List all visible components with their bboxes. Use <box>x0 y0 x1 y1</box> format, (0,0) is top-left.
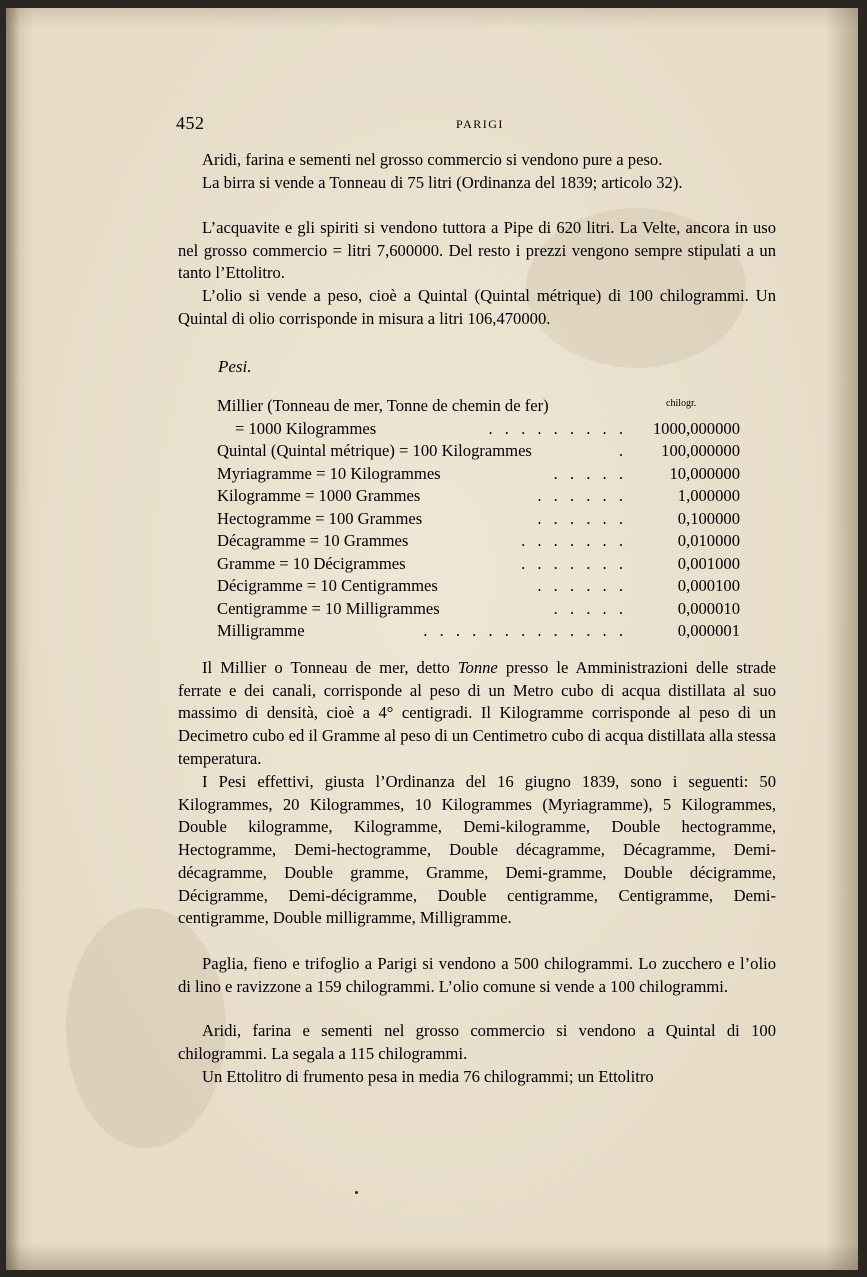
row-value: 0,010000 <box>677 531 740 550</box>
italic-term: Tonne <box>457 658 498 677</box>
weights-row <box>217 463 742 486</box>
paragraph-olio: L’olio si vende a peso, cioè a Quintal (Quintal métrique) di 100 chilogrammi. Un Quintal di olio corrisponde in misura a litri 106,470000. <box>178 286 776 328</box>
leader-dots: . . . . . . . <box>521 531 627 550</box>
weights-row <box>217 508 742 531</box>
row-value: 1,000000 <box>677 486 740 505</box>
leader-dots: . . . . . . <box>537 576 627 595</box>
page-gutter-shadow <box>6 8 20 1270</box>
leader-dots: . <box>618 441 627 460</box>
running-title: PARIGI <box>456 117 504 131</box>
row-value: 0,100000 <box>677 509 740 528</box>
row-label: Quintal (Quintal métrique) = 100 Kilogrammes <box>217 441 532 460</box>
weights-row <box>217 440 742 463</box>
weights-row <box>217 418 742 441</box>
pesi-heading: Pesi. <box>218 357 252 376</box>
row-value: 1000,000000 <box>652 419 740 438</box>
row-label: = 1000 Kilogrammes <box>235 419 377 438</box>
weights-row <box>217 485 742 508</box>
row-value: 0,001000 <box>677 554 740 573</box>
row-value: 0,000100 <box>677 576 740 595</box>
leader-dots: . . . . . . . . . <box>488 419 627 438</box>
weights-row <box>217 598 742 621</box>
leader-dots: . . . . . . <box>537 509 627 528</box>
paragraph-pesi-effettivi: I Pesi effettivi, giusta l’Ordinanza del 16 giugno 1839, sono i seguenti: 50 Kilogrammes, 20 Kilogrammes, 10 Kilogrammes (Myriagramme), 5 Kilogrammes, Double kilogramme, Kilogramme, Demi-kilogramme, Double hectogramme, Hectogramme, Demi-hectogramme, Double décagramme, Décagramme, Demi-décagramme, Double gramme, Gramme, Demi-gramme, Double décigramme, Décigramme, Demi-décigramme, Double centigramme, Centigramme, Demi-centigramme, Double milligramme, Milligramme. <box>178 772 776 928</box>
row-label: Décagramme = 10 Grammes <box>217 531 409 550</box>
paragraph-aridi-quintal: Aridi, farina e sementi nel grosso commercio si vendono a Quintal di 100 chilogrammi. La segala a 115 chilogrammi. <box>178 1021 776 1063</box>
leader-dots: . . . . . . . <box>521 554 627 573</box>
row-label: Centigramme = 10 Milligrammes <box>217 599 440 618</box>
paragraph-millier: Il Millier o Tonneau de mer, detto Tonne presso le Amministrazioni delle strade ferrate e dei canali, corrisponde al peso di un Metro cubo di acqua distillata al suo massimo di densità, cioè a 4° centigradi. Il Kilogramme corrisponde al peso di un Decimetro cubo ed il Gramme al peso di un Centimetro cubo di acqua distillata alla stessa temperatura. <box>178 658 776 768</box>
paragraph-birra: La birra si vende a Tonneau di 75 litri (Ordinanza del 1839; articolo 32). <box>202 173 683 192</box>
paragraph-acquavite: L’acquavite e gli spiriti si vendono tuttora a Pipe di 620 litri. La Velte, ancora in uso nel grosso commercio = litri 7,600000. Del resto i prezzi vengono sempre stipulati a un tanto l’Ettolitro. <box>178 218 776 283</box>
running-head <box>176 113 776 133</box>
row-value: 10,000000 <box>669 464 740 483</box>
weights-row <box>217 620 742 643</box>
paragraph-paglia: Paglia, fieno e trifoglio a Parigi si vendono a 500 chilogrammi. Lo zucchero e l’olio di lino e ravizzone a 159 chilogrammi. L’olio comune si vende a 100 chilogrammi. <box>178 954 776 996</box>
row-label: Milligramme <box>217 621 305 640</box>
leader-dots: . . . . . . <box>537 486 627 505</box>
leader-dots: . . . . . . . . . . . . . <box>423 621 627 640</box>
row-label: Kilogramme = 1000 Grammes <box>217 486 421 505</box>
weights-row <box>217 575 742 598</box>
row-label: Décigramme = 10 Centigrammes <box>217 576 438 595</box>
row-value: 0,000010 <box>677 599 740 618</box>
unit-header: chilogr. <box>666 398 697 409</box>
row-label: Gramme = 10 Décigrammes <box>217 554 406 573</box>
row-label: Hectogramme = 100 Grammes <box>217 509 423 528</box>
paragraph-ettolitro: Un Ettolitro di frumento pesa in media 76 chilogrammi; un Ettolitro <box>202 1067 654 1086</box>
row-value: 100,000000 <box>661 441 740 460</box>
page-number: 452 <box>176 113 205 133</box>
ink-speck <box>355 1191 358 1194</box>
paragraph-aridi-peso: Aridi, farina e sementi nel grosso commercio si vendono pure a peso. <box>202 150 663 169</box>
leader-dots: . . . . . <box>553 464 627 483</box>
weights-row-millier-label <box>217 395 742 418</box>
weights-row <box>217 530 742 553</box>
weights-row <box>217 553 742 576</box>
row-value: 0,000001 <box>677 621 740 640</box>
row-label: Millier (Tonneau de mer, Tonne de chemin de fer) <box>217 396 549 415</box>
leader-dots: . . . . . <box>553 599 627 618</box>
row-label: Myriagramme = 10 Kilogrammes <box>217 464 441 483</box>
